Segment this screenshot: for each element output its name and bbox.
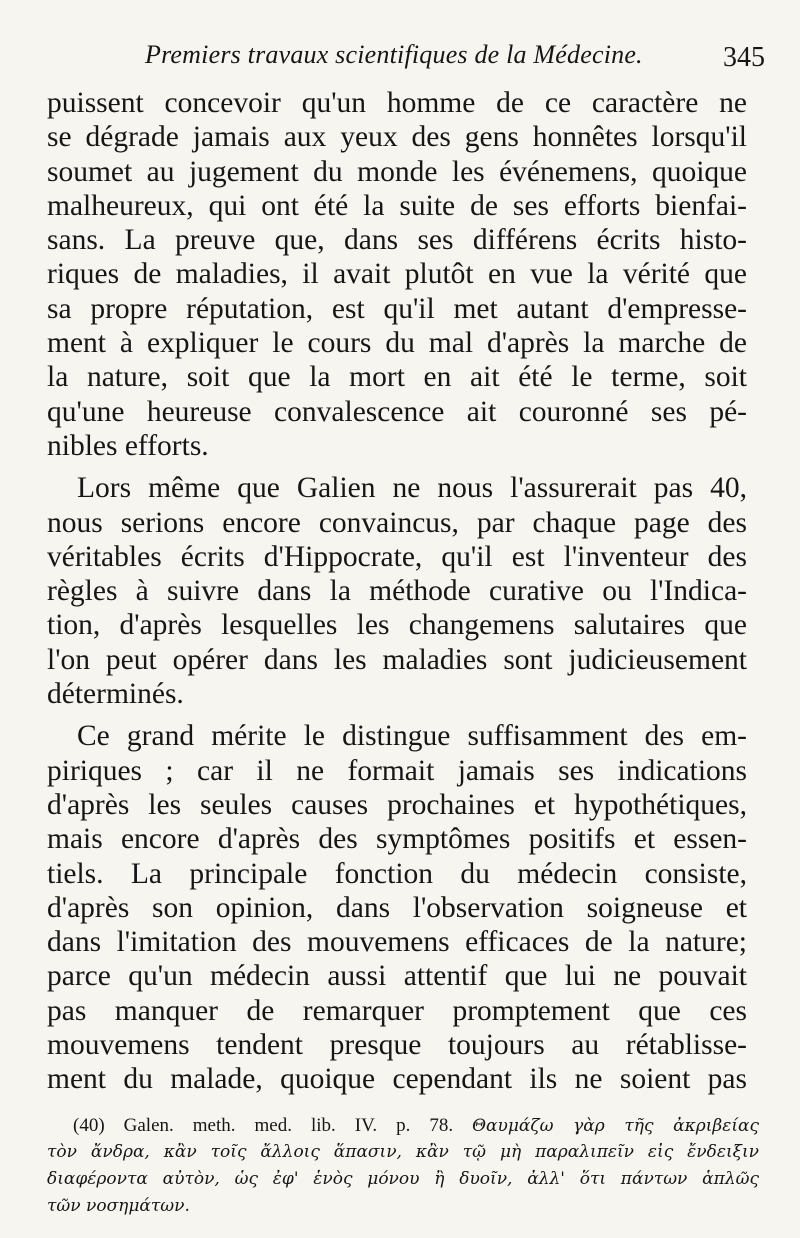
text-line: ment à expliquer le cours du mal d'après la marche de: [47, 327, 747, 360]
footnote-greek-text: Θαυμάζω γὰρ τῆς ἀκριβείας: [472, 1116, 760, 1136]
footnote-reference: Galen. meth. med. lib. IV. p. 78.: [123, 1115, 454, 1136]
text-line: déterminés.: [47, 678, 184, 711]
text-line: mais encore d'après des symptômes positifs et essen-: [47, 823, 747, 856]
text-line: tiels. La principale fonction du médecin consiste,: [47, 857, 747, 890]
text-line: soumet au jugement du monde les événemens, quoique: [47, 155, 747, 188]
page-header: [145, 40, 765, 80]
text-line: qu'une heureuse convalescence ait couronné ses pé-: [47, 395, 747, 428]
text-line: Lors même que Galien ne nous l'assurerait pas 40,: [77, 472, 747, 505]
running-title: Premiers travaux scientifiques de la Médecine.: [145, 40, 643, 69]
footnote-greek-line: διαφέροντα αὐτὸν, ὡς ἐφ' ἑνὸς μόνου ἢ δυοῖν, ἀλλ' ὅτι πάντων ἁπλῶς: [47, 1169, 759, 1189]
text-line: pas manquer de remarquer promptement que ces: [47, 994, 747, 1027]
text-line: parce qu'un médecin aussi attentif que lui ne pouvait: [47, 960, 747, 993]
text-line: piriques ; car il ne formait jamais ses indications: [47, 754, 747, 787]
text-line: ment du malade, quoique cependant ils ne soient pas: [47, 1063, 747, 1096]
footnote-line: [47, 1112, 759, 1139]
footnote-greek-line: τὸν ἄνδρα, κἂν τοῖς ἄλλοις ἅπασιν, κἂν τῷ μὴ παραλιπεῖν εἰς ἔνδειξιν: [47, 1142, 759, 1162]
text-line: mouvemens tendent presque toujours au rétablisse-: [47, 1029, 747, 1062]
text-line: malheureux, qui ont été la suite de ses efforts bienfai-: [47, 189, 747, 222]
text-line: se dégrade jamais aux yeux des gens honnêtes lorsqu'il: [47, 121, 747, 154]
text-line: tion, d'après lesquelles les changemens salutaires que: [47, 609, 747, 642]
text-line: sans. La preuve que, dans ses différens écrits histo-: [47, 224, 747, 257]
text-line: nous serions encore convaincus, par chaque page des: [47, 506, 747, 539]
text-line: riques de maladies, il avait plutôt en vue la vérité que: [47, 258, 747, 291]
footnote-marker: (40): [73, 1115, 105, 1136]
text-line: sa propre réputation, est qu'il met autant d'empresse-: [47, 292, 747, 325]
text-line: d'après son opinion, dans l'observation soigneuse et: [47, 891, 747, 924]
text-line: véritables écrits d'Hippocrate, qu'il est l'inventeur des: [47, 540, 747, 573]
text-line: règles à suivre dans la méthode curative ou l'Indica-: [47, 575, 747, 608]
footnote: [47, 1112, 759, 1220]
text-line: dans l'imitation des mouvemens efficaces de la nature;: [47, 926, 747, 959]
text-line: Ce grand mérite le distingue suffisamment des em-: [77, 720, 747, 753]
paragraph-gap: [47, 711, 747, 719]
body-text: [47, 86, 747, 1097]
footnote-greek-line: τῶν νοσημάτων.: [47, 1196, 190, 1216]
text-line: la nature, soit que la mort en ait été le terme, soit: [47, 361, 747, 394]
paragraph-gap: [47, 463, 747, 471]
page-number: 345: [723, 42, 765, 73]
text-line: d'après les seules causes prochaines et hypothétiques,: [47, 788, 747, 821]
text-line: nibles efforts.: [47, 429, 209, 462]
text-line: puissent concevoir qu'un homme de ce caractère ne: [47, 87, 747, 119]
text-line: l'on peut opérer dans les maladies sont judicieusement: [47, 643, 747, 676]
